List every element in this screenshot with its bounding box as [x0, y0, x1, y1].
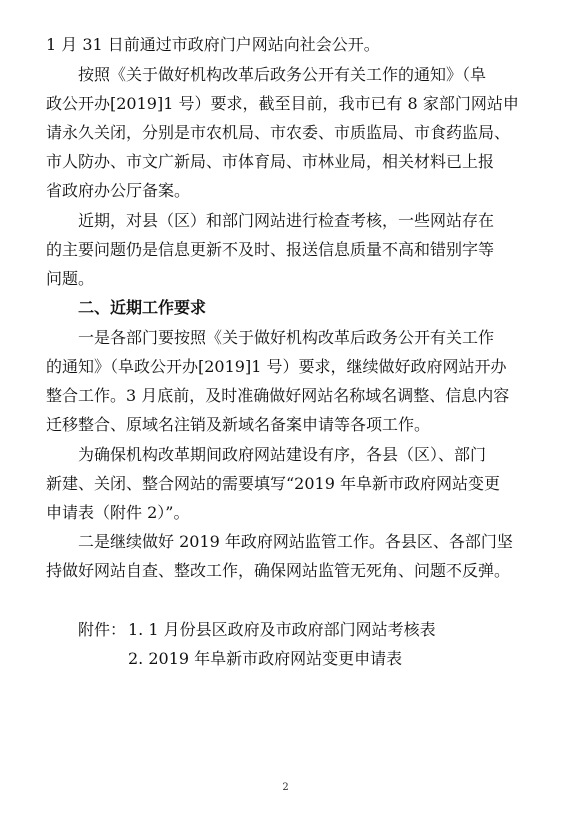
text-line: 申请表（附件 2）”。 — [46, 503, 190, 522]
text-line: 近期，对县（区）和部门网站进行检查考核，一些网站存在 — [78, 211, 495, 230]
text-line: 请永久关闭，分别是市农机局、市农委、市质监局、市食药监局、 — [46, 123, 511, 142]
text-line: 的主要问题仍是信息更新不及时、报送信息质量不高和错别字等 — [46, 240, 495, 259]
attachment-item: 1. 1 月份县区政府及市政府部门网站考核表 — [128, 620, 436, 639]
text-line: 政公开办[2019]1 号）要求，截至目前，我市已有 8 家部门网站申 — [46, 94, 519, 113]
text-line: 持做好网站自查、整改工作，确保网站监管无死角、问题不反弹。 — [46, 561, 511, 580]
attachment-label: 附件： — [78, 620, 127, 639]
text-line: 迁移整合、原域名注销及新域名备案申请等各项工作。 — [46, 415, 431, 434]
text-line: 为确保机构改革期间政府网站建设有序，各县（区）、部门 — [78, 445, 487, 464]
section-heading: 二、近期工作要求 — [78, 298, 207, 317]
text-line: 整合工作。3 月底前，及时准确做好网站名称域名调整、信息内容 — [46, 386, 510, 405]
text-line: 市人防办、市文广新局、市体育局、市林业局，相关材料已上报 — [46, 152, 495, 171]
text-line: 的通知》（阜政公开办[2019]1 号）要求，继续做好政府网站开办 — [46, 357, 507, 376]
attachment-item: 2. 2019 年阜新市政府网站变更申请表 — [128, 649, 403, 668]
text-line: 二是继续做好 2019 年政府网站监管工作。各县区、各部门坚 — [78, 532, 513, 551]
text-line: 一是各部门要按照《关于做好机构改革后政务公开有关工作 — [78, 328, 495, 347]
text-line: 问题。 — [46, 269, 95, 288]
text-line: 按照《关于做好机构改革后政务公开有关工作的通知》（阜 — [78, 65, 487, 84]
text-line: 1 月 31 日前通过市政府门户网站向社会公开。 — [46, 35, 380, 54]
text-line: 新建、关闭、整合网站的需要填写“2019 年阜新市政府网站变更 — [46, 474, 500, 493]
text-line: 省政府办公厅备案。 — [46, 181, 191, 200]
page-number: 2 — [282, 782, 289, 793]
